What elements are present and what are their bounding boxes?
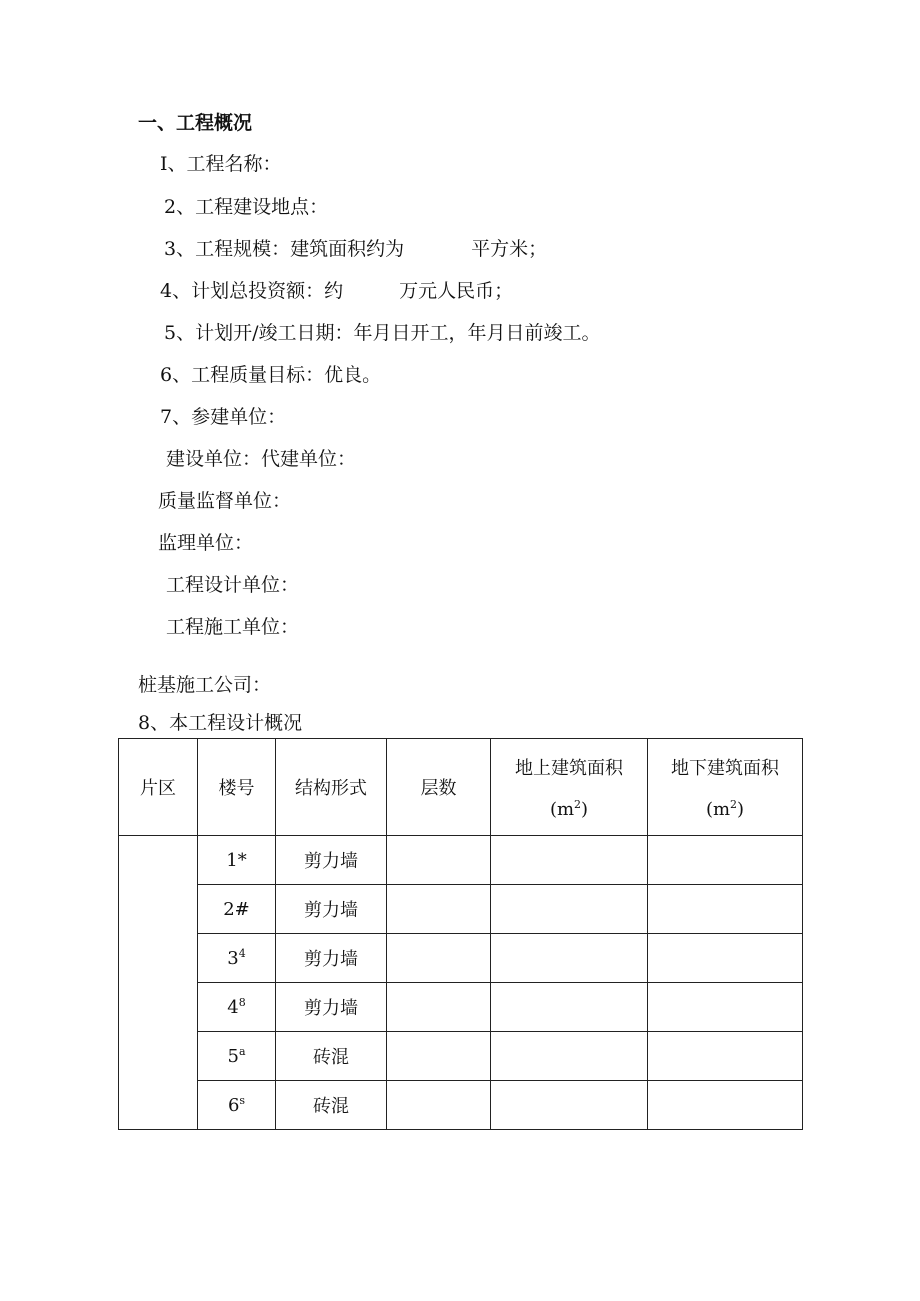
floors-cell (387, 885, 491, 934)
below-area-cell (648, 934, 803, 983)
header-below-area (648, 739, 803, 836)
structure-cell: 砖混 (276, 1081, 387, 1130)
table-row (119, 983, 803, 1032)
table-row (119, 934, 803, 983)
above-area-cell (491, 885, 648, 934)
investment-line (160, 282, 513, 301)
pile-company-line: 桩基施工公司： (138, 674, 272, 696)
design-overview-table (118, 738, 803, 1130)
floors-cell (387, 934, 491, 983)
structure-cell: 剪力墙 (276, 836, 387, 885)
schedule-line: 5、计划开/竣工日期：年月日开工，年月日前竣工。 (164, 322, 601, 344)
below-area-cell (648, 1081, 803, 1130)
header-zone: 片区 (119, 739, 198, 836)
building-cell: $4^8$ (198, 983, 276, 1032)
structure-cell: 砖混 (276, 1032, 387, 1081)
structure-cell: 剪力墙 (276, 885, 387, 934)
structure-cell: 剪力墙 (276, 934, 387, 983)
supervisor-unit-line: 监理单位： (158, 532, 254, 554)
header-above-area (491, 739, 648, 836)
table-header-row (119, 739, 803, 836)
project-scale-line (164, 240, 547, 259)
construction-unit-line: 工程施工单位： (166, 616, 300, 638)
design-overview-title: 8、本工程设计概况 (138, 712, 303, 734)
table-row (119, 1032, 803, 1081)
floors-cell (387, 1032, 491, 1081)
header-below-area-unit: $(m^2)$ (705, 798, 745, 820)
floors-cell (387, 983, 491, 1032)
below-area-cell (648, 885, 803, 934)
building-cell: 1* (198, 836, 276, 885)
table-row (119, 836, 803, 885)
below-area-cell (648, 1032, 803, 1081)
above-area-cell (491, 1081, 648, 1130)
project-name-line: I、工程名称： (160, 153, 282, 175)
header-above-area-unit: $(m^2)$ (549, 798, 589, 820)
quality-goal-line: 6、工程质量目标：优良。 (160, 364, 382, 386)
section-title: 一、工程概况 (138, 112, 253, 134)
design-unit-line: 工程设计单位： (166, 574, 300, 596)
project-location-line: 2、工程建设地点： (164, 196, 329, 218)
owner-unit-line: 建设单位：代建单位： (166, 448, 357, 470)
quality-supervision-line: 质量监督单位： (158, 490, 292, 512)
invest-prefix: 4、计划总投资额：约 (160, 280, 344, 302)
invest-suffix: 万元人民币； (399, 280, 514, 302)
scale-suffix: 平方米； (471, 238, 548, 260)
building-cell: 6$^s$ (198, 1081, 276, 1130)
building-cell: 2# (198, 885, 276, 934)
table-row (119, 885, 803, 934)
zone-cell (119, 836, 198, 1130)
above-area-cell (491, 1032, 648, 1081)
above-area-cell (491, 983, 648, 1032)
structure-cell: 剪力墙 (276, 983, 387, 1032)
below-area-cell (648, 836, 803, 885)
participants-line: 7、参建单位： (160, 406, 287, 428)
table-row (119, 1081, 803, 1130)
building-cell: 5$^a$ (198, 1032, 276, 1081)
header-above-area-label: 地上建筑面积 (515, 758, 623, 779)
building-cell: $3^4$ (198, 934, 276, 983)
floors-cell (387, 836, 491, 885)
scale-prefix: 3、工程规模：建筑面积约为 (164, 238, 405, 260)
header-floors: 层数 (387, 739, 491, 836)
header-structure: 结构形式 (276, 739, 387, 836)
header-below-area-label: 地下建筑面积 (671, 758, 779, 779)
floors-cell (387, 1081, 491, 1130)
header-building: 楼号 (198, 739, 276, 836)
above-area-cell (491, 836, 648, 885)
above-area-cell (491, 934, 648, 983)
below-area-cell (648, 983, 803, 1032)
